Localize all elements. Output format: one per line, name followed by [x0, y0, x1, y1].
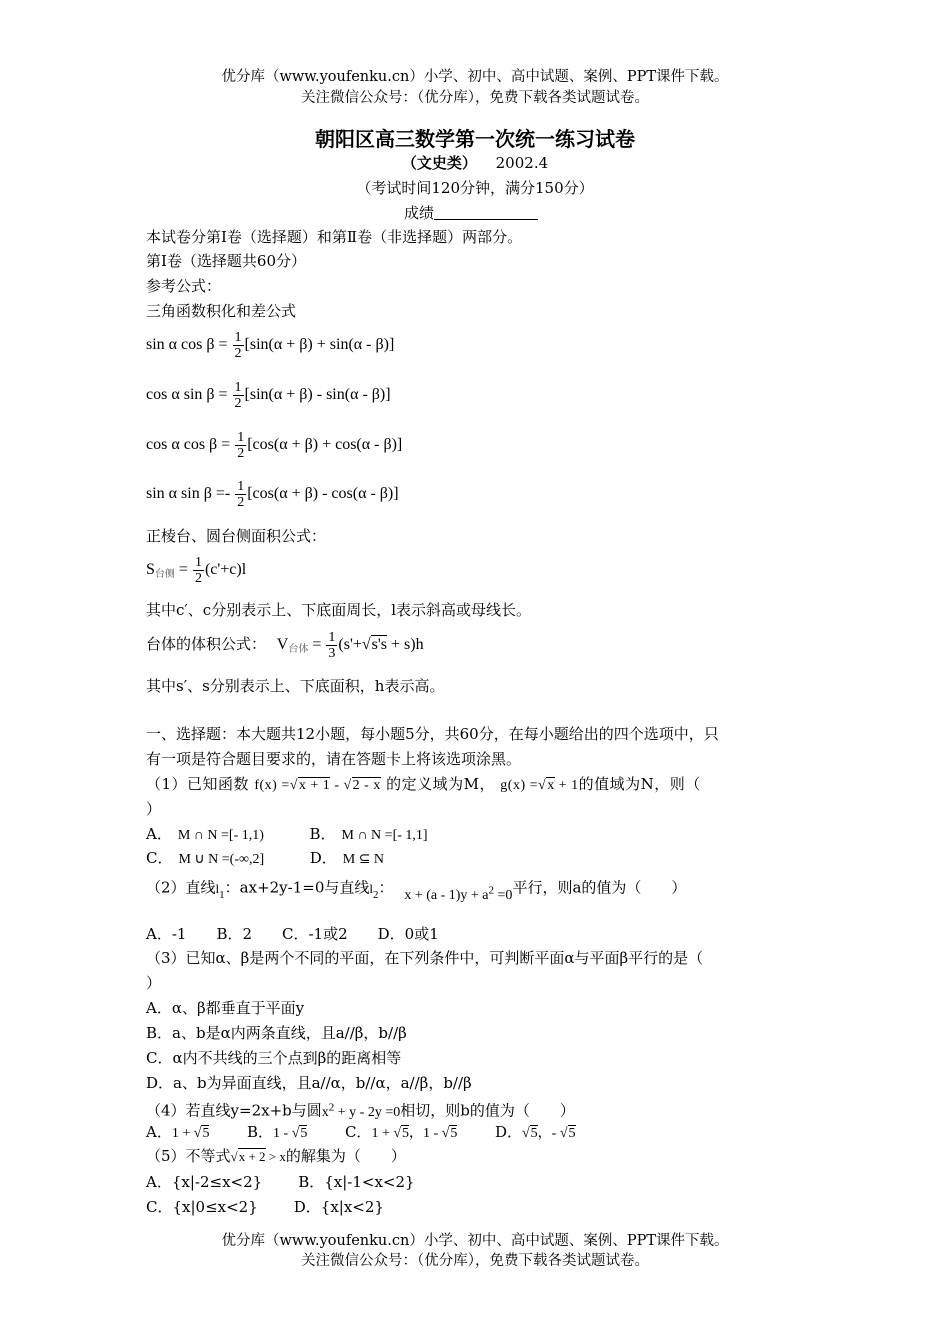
q3-option-c: C．α内不共线的三个点到β的距离相等 [146, 1049, 402, 1067]
ref-label: 参考公式： [146, 277, 222, 295]
q5-option-a: A．{x|-2≤x<2} [146, 1173, 263, 1191]
formula-4 [146, 479, 399, 510]
q5-option-d: D．{x|x<2} [293, 1198, 384, 1216]
q3-option-b: B．a、b是α内两条直线，且a//β，b//β [146, 1024, 407, 1042]
volume-label: 台体的体积公式： [146, 635, 267, 654]
q4-options: A．1 + √5 B．1 - √5 C．1 + √5，1 - √5 D．√5，- √5 [146, 1123, 576, 1141]
header-line-2: 关注微信公众号：（优分库），免费下载各类试题试卷。 [301, 90, 649, 106]
q5-option-b: B．{x|-1<x<2} [298, 1173, 415, 1191]
q1-options-ab: A． M ∩ N =[- 1,1) B． M ∩ N =[- 1,1] [146, 825, 428, 843]
q1-option-b: M ∩ N =[- 1,1] [341, 828, 428, 843]
formula-1-left: sin α cos β = [146, 336, 228, 354]
q4-stem: （4）若直线y=2x+b与圆$x^2 + y - 2y =0$相切，则b的值为（ ） [146, 1101, 575, 1120]
subtitle-date: 2002.4 [495, 154, 549, 172]
volume-line: 台体的体积公式： $V_{台体}$ = $\frac{1}{3}$ (s'+√s's + s)h [146, 630, 424, 661]
fraction-third: $\frac{1}{3}$ [328, 630, 336, 661]
q1-option-c: M ∪ N =(-∞,2] [178, 852, 265, 867]
formula-1 [146, 330, 394, 361]
formula-3 [146, 430, 402, 461]
page-title: 朝阳区高三数学第一次统一练习试卷 [315, 127, 635, 151]
q5-options-ab [146, 1172, 415, 1192]
fraction-half: $\frac{1}{2}$ [234, 330, 242, 361]
q3-option-d: D．a、b为异面直线，且a//α，b//α，a//β，b//β [146, 1074, 472, 1092]
frustum-formula: $S_{台侧}$ = $\frac{1}{2}$ (c'+c)l [146, 555, 247, 586]
q1-close: ） [146, 800, 162, 818]
q2-stem: （2）直线$l_1$：ax+2y-1=0与直线$l_2$： $x + (a - 1)y + a^2 =0$平行，则a的值为（ ） [146, 878, 687, 903]
header-line-1: 优分库（www.youfenku.cn）小学、初中、高中试题、案例、PPT课件下载。 [221, 69, 729, 85]
exam-info: （考试时间120分钟，满分150分） [356, 179, 594, 197]
section1-line1: 一、选择题：本大题共12小题，每小题5分，共60分，在每小题给出的四个选项中，只 [146, 725, 719, 743]
formula-4-right: [cos(α + β) - cos(α - β)] [247, 485, 399, 503]
q5-option-c: C．{x|0≤x<2} [146, 1198, 258, 1216]
score-label: 成绩 [404, 204, 435, 222]
q1-option-a: M ∩ N =[- 1,1) [177, 828, 264, 843]
formula-2-left: cos α sin β = [146, 386, 228, 404]
footer-line-1: 优分库（www.youfenku.cn）小学、初中、高中试题、案例、PPT课件下载。 [221, 1233, 729, 1249]
fraction-half: $\frac{1}{2}$ [237, 479, 245, 510]
formula-4-left: sin α sin β =- [146, 485, 231, 503]
q3-close: ） [146, 974, 162, 992]
q1-options-cd: C． M ∪ N =(-∞,2] D． M ⊆ N [146, 849, 385, 867]
formula-2-right: [sin(α + β) - sin(α - β)] [244, 386, 391, 404]
intro: 本试卷分第Ⅰ卷（选择题）和第Ⅱ卷（非选择题）两部分。 [146, 228, 523, 246]
q5-stem: （5）不等式√x + 2 > x的解集为（ ） [146, 1147, 406, 1165]
subtitle-type: （文史类） [401, 154, 477, 172]
formula-3-left: cos α cos β = [146, 436, 231, 454]
score-blank [434, 205, 538, 220]
footer-line-2: 关注微信公众号：（优分库），免费下载各类试题试卷。 [301, 1253, 649, 1269]
fraction-half: $\frac{1}{2}$ [194, 555, 202, 586]
section1-line2: 有一项是符合题目要求的，请在答题卡上将该选项涂黑。 [146, 750, 522, 768]
q3-stem: （3）已知α、β是两个不同的平面，在下列条件中，可判断平面α与平面β平行的是（ [146, 949, 704, 967]
formula-3-right: [cos(α + β) + cos(α - β)] [247, 436, 403, 454]
score-line [404, 202, 538, 223]
q3-option-a: A．α、β都垂直于平面y [146, 999, 305, 1017]
q1-option-d: M ⊆ N [342, 852, 385, 867]
fraction-half: $\frac{1}{2}$ [234, 380, 242, 411]
frustum-label: 正棱台、圆台侧面积公式： [146, 527, 327, 545]
part1-heading: 第Ⅰ卷（选择题共60分） [146, 252, 307, 270]
trig-label: 三角函数积化和差公式 [146, 302, 297, 320]
q5-options-cd [146, 1197, 384, 1217]
subtitle [0, 152, 950, 173]
q2-options: A．-1 B．2 C．-1或2 D．0或1 [146, 925, 439, 943]
formula-1-right: [sin(α + β) + sin(α - β)] [244, 336, 395, 354]
formula-2 [146, 380, 391, 411]
q1-stem: （1）已知函数 f(x) =√x + 1 - √2 - x 的定义域为M， g(x) =√x + 1的值域为N，则（ [146, 775, 701, 793]
volume-note: 其中s′、s分别表示上、下底面积，h表示高。 [146, 677, 445, 695]
fraction-half: $\frac{1}{2}$ [237, 430, 245, 461]
frustum-note: 其中c′、c分别表示上、下底面周长，l表示斜高或母线长。 [146, 601, 532, 619]
